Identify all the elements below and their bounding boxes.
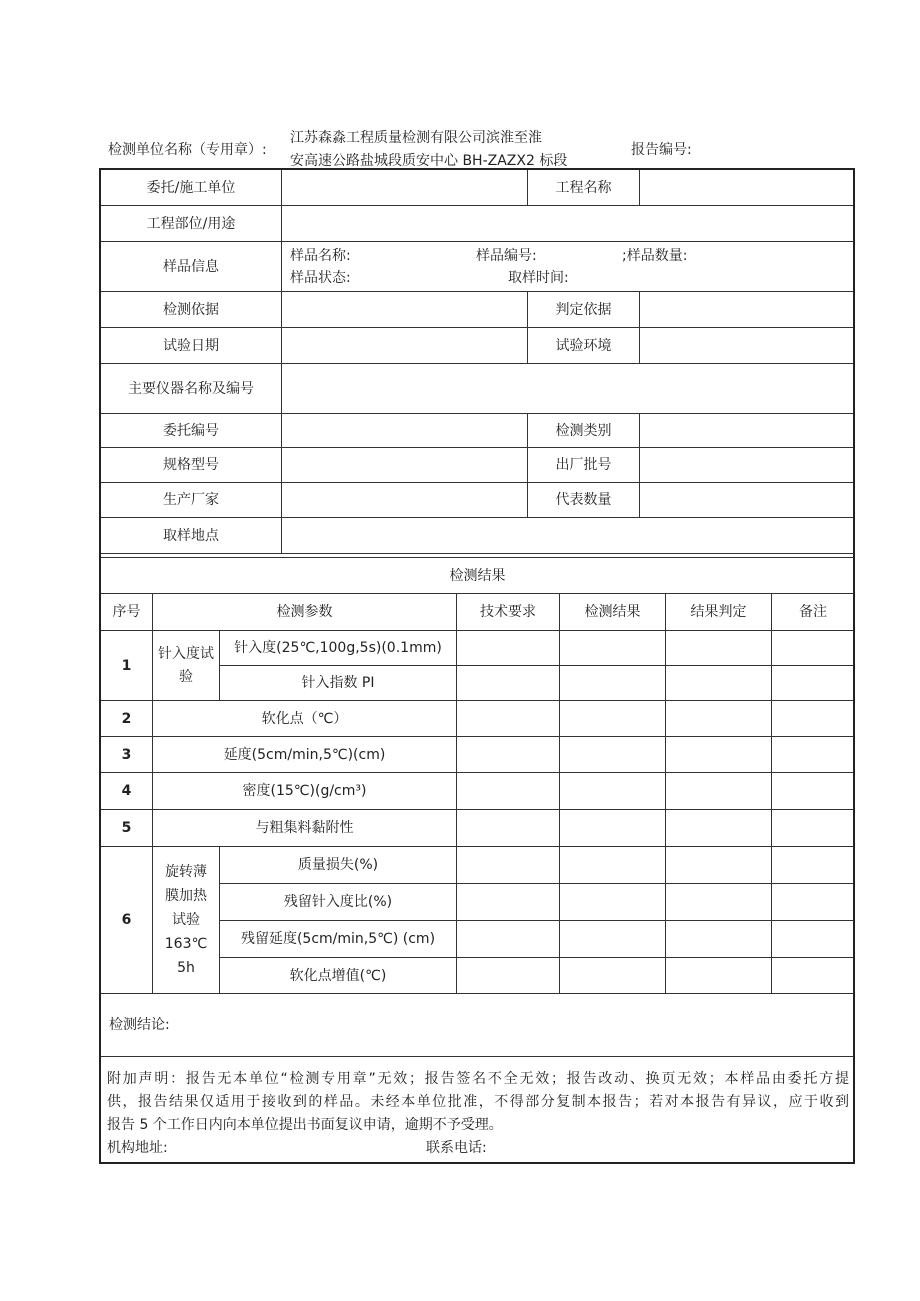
row-4-no: 4 [101,773,153,810]
test-category-value[interactable] [640,414,855,448]
sampling-time-label: 取样时间: [508,270,569,286]
row-6b-requirement[interactable] [457,884,560,921]
sample-info-label: 样品信息 [101,242,282,292]
row-6b-judgement[interactable] [666,884,772,921]
row-5-param: 与粗集料黏附性 [153,810,457,847]
row-4-remark[interactable] [772,773,855,810]
row-3-judgement[interactable] [666,737,772,773]
row-3-result[interactable] [560,737,666,773]
row-6d-result[interactable] [560,958,666,994]
batch-label: 出厂批号 [528,448,640,483]
col-header-no: 序号 [101,594,153,631]
row-5-judgement[interactable] [666,810,772,847]
col-header-param: 检测参数 [153,594,457,631]
results-table [100,557,855,1057]
row-4-result[interactable] [560,773,666,810]
spec-label: 规格型号 [101,448,282,483]
row-2-result[interactable] [560,701,666,737]
col-header-requirement: 技术要求 [457,594,560,631]
row-1b-remark[interactable] [772,666,855,701]
row-6b-remark[interactable] [772,884,855,921]
row-6c-judgement[interactable] [666,921,772,958]
manufacturer-label: 生产厂家 [101,483,282,518]
notes-line-3: 报告 5 个工作日内向本单位提出书面复议申请，逾期不予受理。 [107,1117,503,1133]
test-date-label: 试验日期 [101,328,282,364]
col-header-result: 检测结果 [560,594,666,631]
client-label: 委托/施工单位 [101,170,282,206]
row-6-group-line-4: 163℃ [164,936,208,952]
location-label: 取样地点 [101,518,282,554]
row-1b-judgement[interactable] [666,666,772,701]
row-2-remark[interactable] [772,701,855,737]
row-6d-judgement[interactable] [666,958,772,994]
row-1a-param: 针入度(25℃,100g,5s)(0.1mm) [220,631,457,666]
row-1b-requirement[interactable] [457,666,560,701]
row-6d-remark[interactable] [772,958,855,994]
row-6-group-line-5: 5h [177,960,195,976]
row-2-judgement[interactable] [666,701,772,737]
contact-line [101,1137,853,1160]
phone-label: 联系电话: [426,1140,487,1156]
row-6-group-line-1: 旋转薄 [165,864,207,880]
row-6c-remark[interactable] [772,921,855,958]
batch-value[interactable] [640,448,855,483]
instruments-value[interactable] [282,364,855,414]
part-value[interactable] [282,206,855,242]
row-6d-requirement[interactable] [457,958,560,994]
row-5-result[interactable] [560,810,666,847]
row-1-no: 1 [101,631,153,701]
sample-qty-label: ;样品数量: [622,248,688,264]
row-6-group [153,847,220,994]
row-2-requirement[interactable] [457,701,560,737]
test-category-label: 检测类别 [528,414,640,448]
row-6-no: 6 [101,847,153,994]
row-1b-param: 针入指数 PI [220,666,457,701]
row-5-no: 5 [101,810,153,847]
judge-basis-value[interactable] [640,292,855,328]
row-3-requirement[interactable] [457,737,560,773]
row-3-remark[interactable] [772,737,855,773]
location-value[interactable] [282,518,855,554]
col-header-remark: 备注 [772,594,855,631]
notes-line-1: 附加声明：报告无本单位“检测专用章”无效；报告签名不全无效；报告改动、换页无效；本样品由委托方提 [107,1071,849,1087]
project-value[interactable] [640,170,855,206]
unit-name-line-2: 安高速公路盐城段质安中心 BH-ZAZX2 标段 [290,153,568,169]
basis-label: 检测依据 [101,292,282,328]
row-6a-param: 质量损失(%) [220,847,457,884]
address-label: 机构地址: [107,1140,168,1156]
row-1b-result[interactable] [560,666,666,701]
manufacturer-value[interactable] [282,483,528,518]
row-4-param: 密度(15℃)(g/cm³) [153,773,457,810]
row-6d-param: 软化点增值(℃) [220,958,457,994]
row-6b-result[interactable] [560,884,666,921]
judge-basis-label: 判定依据 [528,292,640,328]
conclusion-cell[interactable] [101,994,855,1057]
row-6-group-line-3: 试验 [172,912,200,928]
environment-label: 试验环境 [528,328,640,364]
row-6a-result[interactable] [560,847,666,884]
results-title: 检测结果 [101,558,855,594]
row-5-requirement[interactable] [457,810,560,847]
rep-qty-value[interactable] [640,483,855,518]
row-5-remark[interactable] [772,810,855,847]
row-1a-remark[interactable] [772,631,855,666]
row-1a-result[interactable] [560,631,666,666]
row-3-no: 3 [101,737,153,773]
test-date-value[interactable] [282,328,528,364]
environment-value[interactable] [640,328,855,364]
sample-no-label: 样品编号: [476,248,537,264]
instruments-label: 主要仪器名称及编号 [101,364,282,414]
row-6a-requirement[interactable] [457,847,560,884]
row-6c-result[interactable] [560,921,666,958]
row-6a-judgement[interactable] [666,847,772,884]
row-4-judgement[interactable] [666,773,772,810]
row-1a-judgement[interactable] [666,631,772,666]
sample-info-value[interactable] [282,242,855,292]
row-1-group: 针入度试验 [153,631,220,701]
row-1a-requirement[interactable] [457,631,560,666]
report-no-label: 报告编号: [631,142,692,158]
sample-state-label: 样品状态: [290,270,351,286]
conclusion-label: 检测结论: [109,1017,170,1033]
row-6c-param: 残留延度(5cm/min,5℃) (cm) [220,921,457,958]
row-6c-requirement[interactable] [457,921,560,958]
basis-value[interactable] [282,292,528,328]
notes-block [101,1068,853,1160]
row-4-requirement[interactable] [457,773,560,810]
commission-no-label: 委托编号 [101,414,282,448]
row-3-param: 延度(5cm/min,5℃)(cm) [153,737,457,773]
client-value[interactable] [282,170,528,206]
info-table [100,169,855,554]
row-6-group-line-2: 膜加热 [165,888,207,904]
row-6b-param: 残留针入度比(%) [220,884,457,921]
row-2-param: 软化点（℃） [153,701,457,737]
rep-qty-label: 代表数量 [528,483,640,518]
sample-name-label: 样品名称: [290,248,351,264]
row-6a-remark[interactable] [772,847,855,884]
spec-value[interactable] [282,448,528,483]
row-2-no: 2 [101,701,153,737]
commission-no-value[interactable] [282,414,528,448]
part-label: 工程部位/用途 [101,206,282,242]
unit-name-line-1: 江苏森淼工程质量检测有限公司滨淮至淮 [290,130,542,146]
unit-label: 检测单位名称（专用章）: [108,142,267,158]
col-header-judgement: 结果判定 [666,594,772,631]
notes-line-2: 供，报告结果仅适用于接收到的样品。未经本单位批准，不得部分复制本报告；若对本报告有异议，应于收到 [107,1094,849,1110]
project-label: 工程名称 [528,170,640,206]
